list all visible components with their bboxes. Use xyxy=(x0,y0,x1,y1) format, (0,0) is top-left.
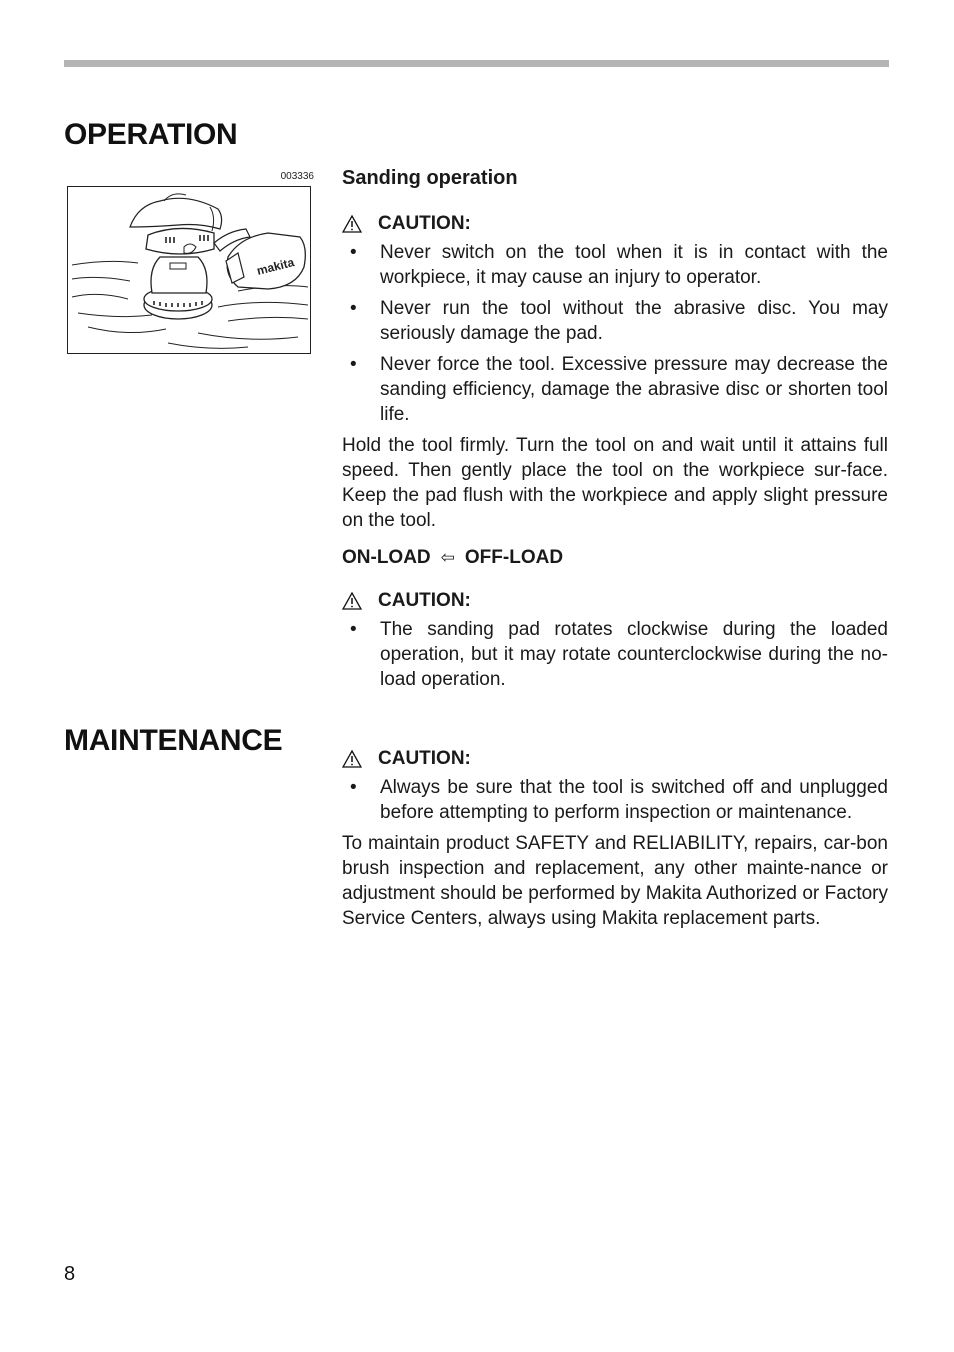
top-divider xyxy=(64,60,889,67)
sander-illustration xyxy=(67,186,311,354)
operation-paragraph: Hold the tool firmly. Turn the tool on and wait until it attains full speed. Then gently place the tool on the workpiece sur-face. Keep the pad flush with the workpiece and apply slight pressure on the tool. xyxy=(342,435,888,531)
caution-list-1 xyxy=(342,240,888,427)
list-item: • Never run the tool without the abrasive disc. You may seriously damage the pad. xyxy=(350,298,888,344)
warning-triangle-icon xyxy=(342,592,362,610)
bullet-icon: • xyxy=(350,298,357,319)
list-item: • Always be sure that the tool is switched off and unplugged before attempting to perform inspection or maintenance. xyxy=(350,777,888,823)
caution-text: CAUTION: xyxy=(378,213,471,234)
operation-content xyxy=(342,166,888,698)
maintenance-paragraph: To maintain product SAFETY and RELIABILITY, repairs, car-bon brush inspection and replacement, any other mainte-nance or adjustment should be performed by Makita Authorized or Factory Service Centers, always using Makita replacement parts. xyxy=(342,833,888,929)
figure-code: 003336 xyxy=(280,171,314,182)
warning-triangle-icon xyxy=(342,215,362,233)
bullet-icon: • xyxy=(350,777,357,798)
brand-label: makita xyxy=(255,255,296,278)
caution-label-3 xyxy=(342,746,888,771)
caution-list-2 xyxy=(342,617,888,692)
list-item: • The sanding pad rotates clockwise during the loaded operation, but it may rotate counterclockwise during the no-load operation. xyxy=(350,619,888,690)
operation-heading: OPERATION xyxy=(64,118,238,151)
sander-drawing xyxy=(68,187,311,354)
maintenance-content xyxy=(342,746,888,931)
page-number: 8 xyxy=(64,1263,76,1285)
list-item: • Never force the tool. Excessive pressure may decrease the sanding efficiency, damage the abrasive disc or shorten tool life. xyxy=(350,354,888,425)
warning-triangle-icon xyxy=(342,750,362,768)
bullet-icon: • xyxy=(350,242,357,263)
load-indicator xyxy=(342,545,888,570)
caution-text: CAUTION: xyxy=(378,590,471,611)
caution-label-1 xyxy=(342,211,888,236)
caution-text: CAUTION: xyxy=(378,748,471,769)
sanding-operation-heading: Sanding operation xyxy=(342,167,518,189)
bidirectional-arrows-icon: ⇦ xyxy=(440,548,455,567)
off-load-label: OFF-LOAD xyxy=(464,547,564,568)
caution-label-2 xyxy=(342,588,888,613)
bullet-icon: • xyxy=(350,354,357,375)
on-load-label: ON-LOAD xyxy=(342,547,431,568)
list-item: • Never switch on the tool when it is in contact with the workpiece, it may cause an injury to operator. xyxy=(350,242,888,288)
maintenance-heading: MAINTENANCE xyxy=(64,724,283,757)
bullet-icon: • xyxy=(350,619,357,640)
caution-list-3 xyxy=(342,775,888,825)
